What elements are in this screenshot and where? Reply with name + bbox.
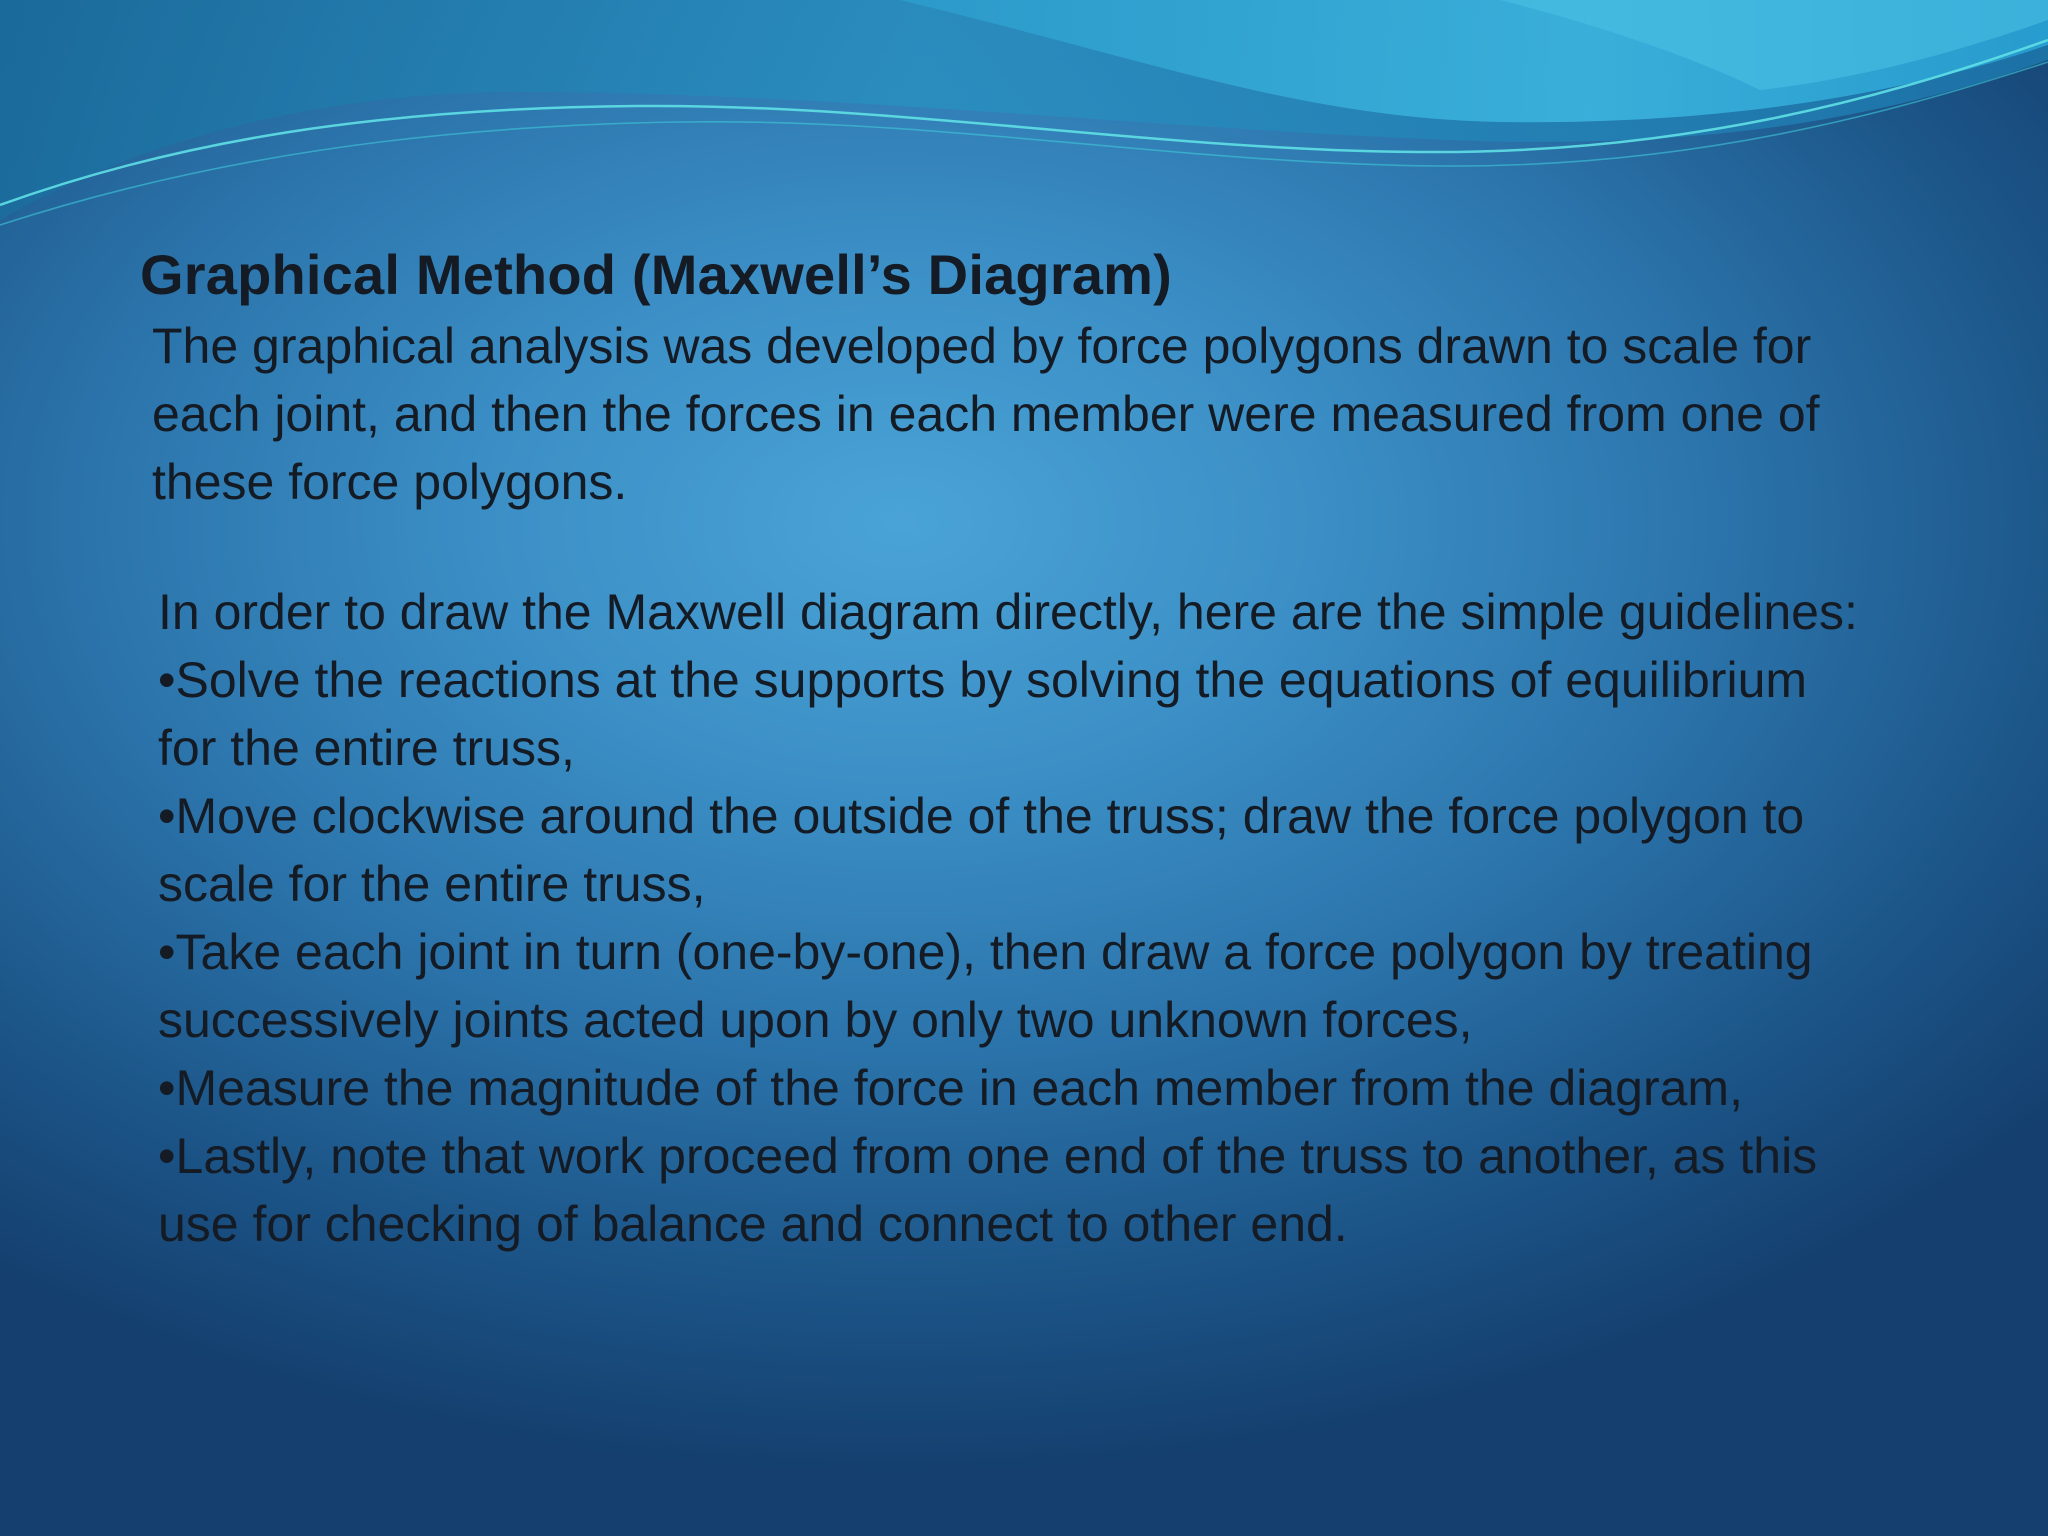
bullet-item: •Take each joint in turn (one-by-one), then draw a force polygon by treating successively joints acted upon by only two unknown forces, — [158, 924, 1813, 1048]
slide-content — [140, 238, 1900, 1258]
bullet-item: •Move clockwise around the outside of the truss; draw the force polygon to scale for the entire truss, — [158, 788, 1805, 912]
intro-paragraph: The graphical analysis was developed by force polygons drawn to scale for each joint, and then the forces in each member were measured from one of these force polygons. — [152, 318, 1820, 510]
bullet-item: •Measure the magnitude of the force in each member from the diagram, — [158, 1060, 1743, 1116]
bullet-item: •Lastly, note that work proceed from one end of the truss to another, as this use for checking of balance and connect to other end. — [158, 1128, 1818, 1252]
slide-title: Graphical Method (Maxwell’s Diagram) — [140, 243, 1173, 306]
bullet-item: •Solve the reactions at the supports by solving the equations of equilibrium for the entire truss, — [158, 652, 1808, 776]
header-wave-decoration — [0, 0, 2048, 260]
guidelines-section — [140, 578, 1878, 1258]
guidelines-intro: In order to draw the Maxwell diagram directly, here are the simple guidelines: — [158, 584, 1858, 640]
